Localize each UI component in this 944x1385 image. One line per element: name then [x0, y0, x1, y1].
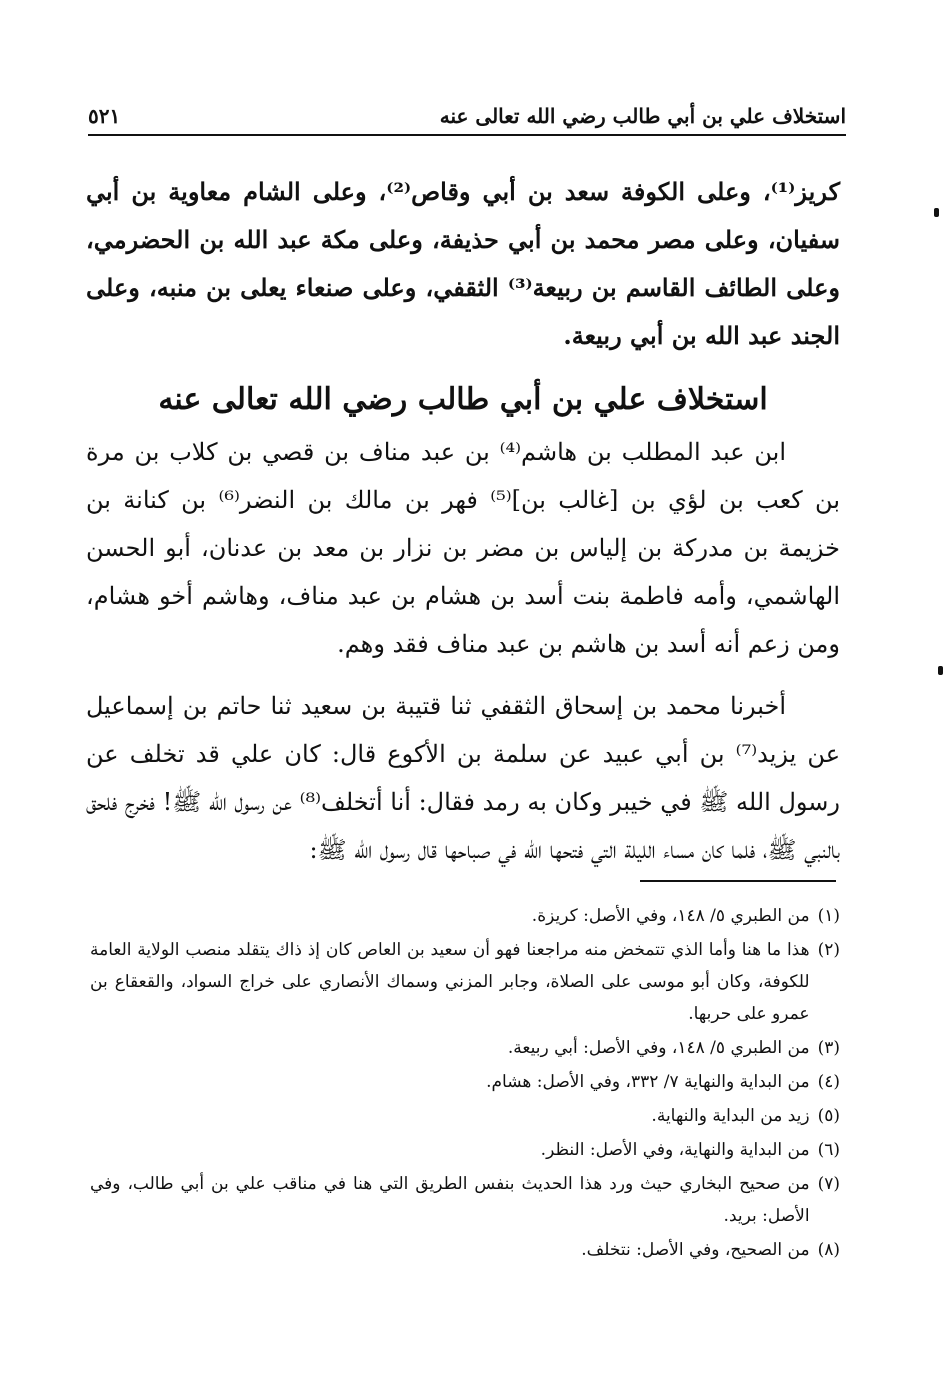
footnote-text: من البداية والنهاية ٧/ ٣٣٢، وفي الأصل: هشام.	[486, 1072, 810, 1092]
paragraph-lineage: ابن عبد المطلب بن هاشم⁽⁴⁾ بن عبد مناف بن قصي بن كلاب بن مرة بن كعب بن لؤي بن [غالب بن]⁽⁵⁾ فهر بن مالك بن النضر⁽⁶⁾ بن كنانة بن خزيمة بن مدركة بن إلياس بن مضر بن نزار بن معد بن عدنان، أبو الحسن الهاشمي، وأمه فاطمة بنت أسد بن هشام بن عبد مناف، وهاشم أخو هشام، ومن زعم أنه أسد بن هاشم بن عبد مناف فقد وهم.	[86, 438, 841, 658]
page-header	[88, 96, 846, 130]
header-rule	[88, 134, 846, 136]
footnote	[90, 1134, 840, 1166]
footnote-text: هذا ما هنا وأما الذي تتمخض منه مراجعنا فهو أن سعيد بن العاص كان إذ ذاك يتقلد منصب الولاية العامة للكوفة، وكان أبو موسى على الصلاة، وجابر المزني وسماك الأنصاري على خراج السواد، والقعقاع بن عمرو على حربها.	[90, 940, 810, 1024]
footnotes	[90, 900, 840, 1268]
footnote-number: (٢)	[817, 940, 840, 960]
margin-mark	[938, 666, 943, 675]
page-number: ٥٢١	[88, 104, 121, 128]
footnote-text: زيد من البداية والنهاية.	[651, 1106, 810, 1126]
footnote-text: من صحيح البخاري حيث ورد هذا الحديث بنفس الطريق التي هنا في مناقب علي بن أبي طالب، وفي الأصل: بريد.	[90, 1174, 810, 1226]
footnote	[90, 1032, 840, 1064]
footnote-text: من الطبري ٥/ ١٤٨، وفي الأصل: أبي ربيعة.	[507, 1038, 810, 1058]
footnote-text: من الطبري ٥/ ١٤٨، وفي الأصل: كريزة.	[531, 906, 810, 926]
footnote-rule	[640, 880, 836, 882]
footnote	[90, 1066, 840, 1098]
footnote-number: (٦)	[817, 1140, 840, 1160]
paragraph-hadith: أخبرنا محمد بن إسحاق الثقفي ثنا قتيبة بن سعيد ثنا حاتم بن إسماعيل عن يزيد⁽⁷⁾ بن أبي عبيد عن سلمة بن الأكوع قال: كان علي قد تخلف عن رسول الله ﷺ في خيبر وكان به رمد فقال: أنا أتخلف⁽⁸⁾ عن رسول الله ﷺ! فخرج فلحق بالنبي ﷺ، فلما كان مساء الليلة التي فتحها الله في صباحها قال رسول الله ﷺ:	[86, 692, 841, 864]
margin-mark	[934, 208, 939, 217]
main-text	[86, 168, 840, 874]
footnote-number: (٣)	[817, 1038, 840, 1058]
footnote	[90, 900, 840, 932]
footnote-text: من البداية والنهاية، وفي الأصل: النظر.	[540, 1140, 810, 1160]
footnote	[90, 1100, 840, 1132]
footnote-number: (١)	[817, 906, 840, 926]
footnote	[90, 1234, 840, 1266]
running-title: استخلاف علي بن أبي طالب رضي الله تعالى عنه	[439, 104, 846, 128]
footnote-number: (٨)	[817, 1240, 840, 1260]
footnote	[90, 934, 840, 1030]
footnote	[90, 1168, 840, 1232]
paragraph-governors: كريز⁽¹⁾، وعلى الكوفة سعد بن أبي وقاص⁽²⁾، وعلى الشام معاوية بن أبي سفيان، وعلى مصر محمد بن أبي حذيفة، وعلى مكة عبد الله بن الحضرمي، وعلى الطائف القاسم بن ربيعة⁽³⁾ الثقفي، وعلى صنعاء يعلى بن منبه، وعلى الجند عبد الله بن أبي ربيعة.	[86, 177, 841, 350]
footnote-text: من الصحيح، وفي الأصل: نتخلف.	[581, 1240, 810, 1260]
footnote-number: (٥)	[817, 1106, 840, 1126]
footnote-number: (٧)	[817, 1174, 840, 1194]
section-title: استخلاف علي بن أبي طالب رضي الله تعالى عنه	[158, 382, 768, 417]
footnote-number: (٤)	[817, 1072, 840, 1092]
